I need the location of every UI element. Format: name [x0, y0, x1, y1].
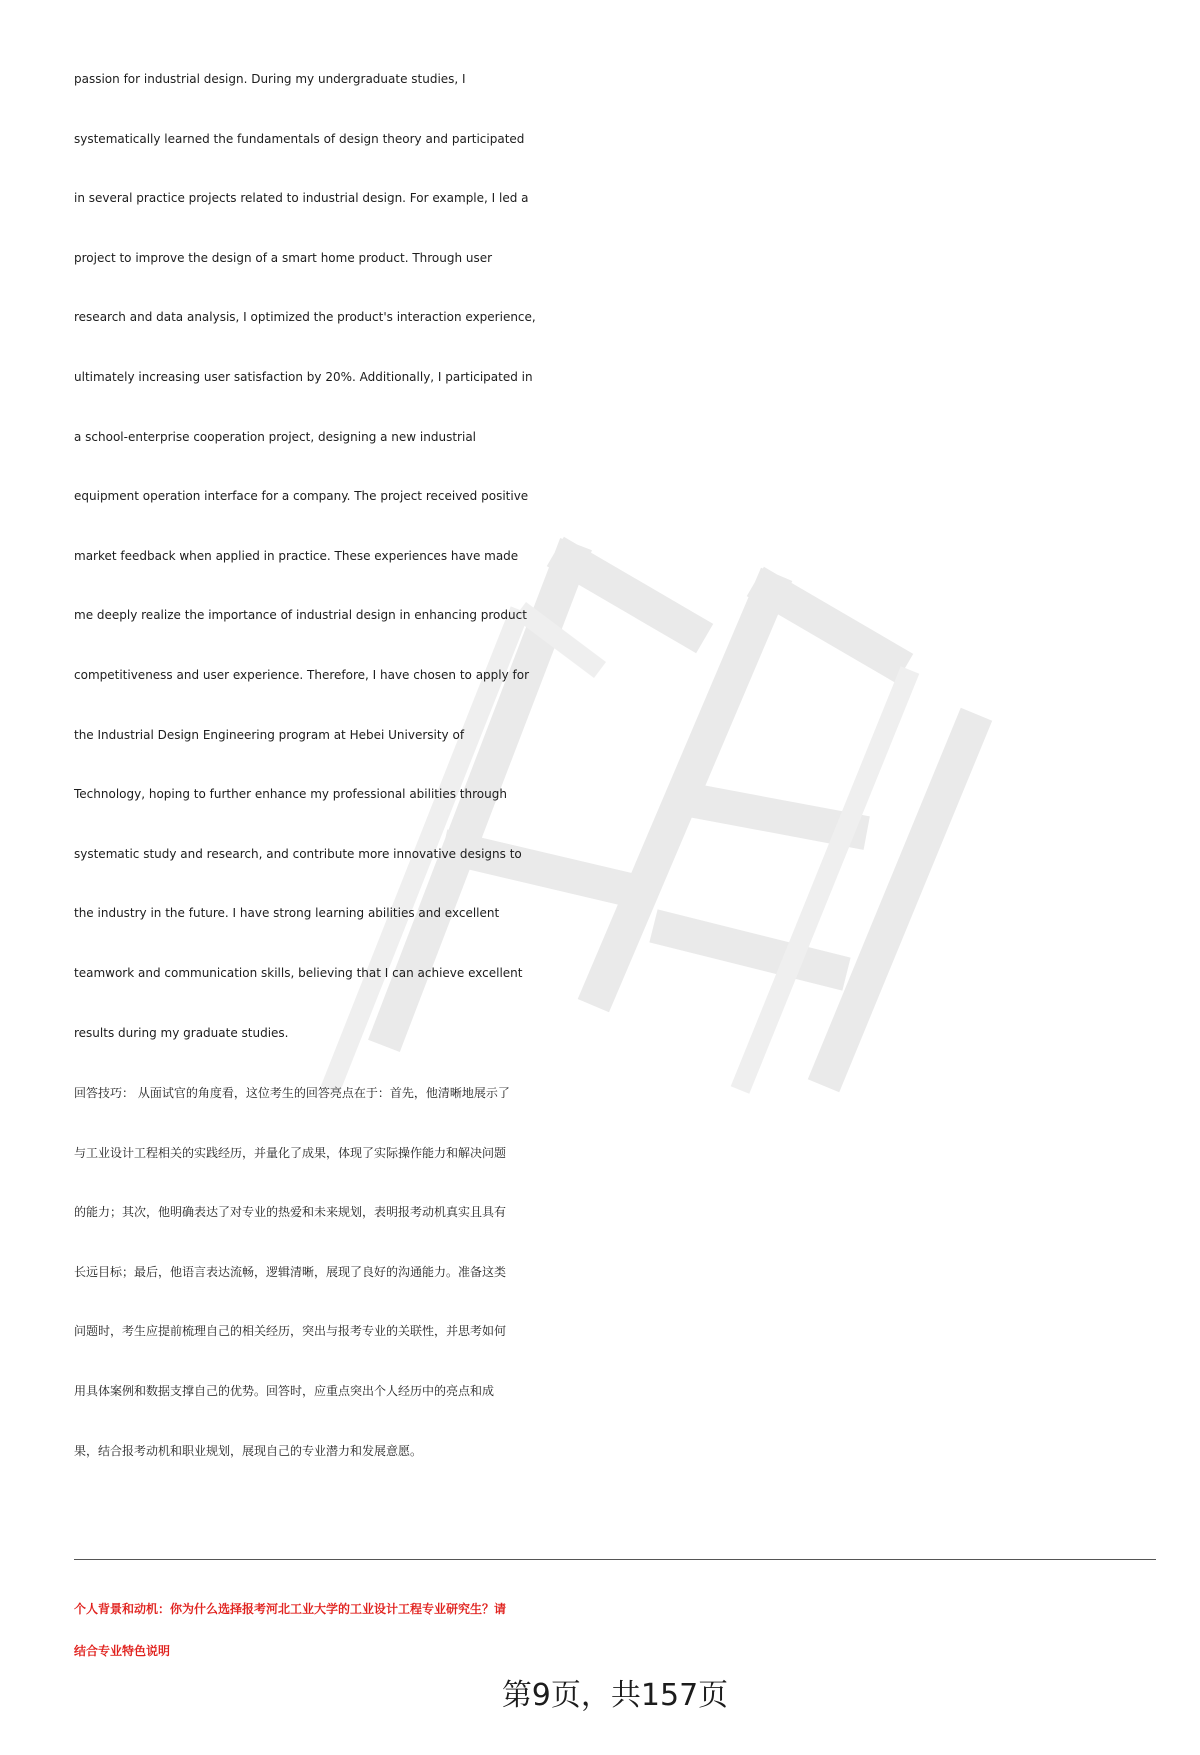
tips-line: 用具体案例和数据支撑自己的优势。回答时，应重点突出个人经历中的亮点和成 — [74, 1383, 495, 1398]
answer-line: passion for industrial design. During my undergraduate studies, I — [74, 72, 466, 86]
answer-line: me deeply realize the importance of industrial design in enhancing product — [74, 608, 527, 623]
answer-line: a school-enterprise cooperation project, designing a new industrial — [74, 429, 476, 444]
answer-line: research and data analysis, I optimized the product's interaction experience, — [74, 310, 536, 325]
answer-line: Technology, hoping to further enhance my professional abilities through — [74, 787, 507, 802]
answer-line: the Industrial Design Engineering program at Hebei University of — [74, 727, 465, 742]
answer-line: results during my graduate studies. — [74, 1025, 289, 1040]
answer-line: ultimately increasing user satisfaction by 20%. Additionally, I participated in — [74, 369, 533, 384]
answer-line: systematically learned the fundamentals of design theory and participated — [74, 131, 525, 146]
answer-line: project to improve the design of a smart home product. Through user — [74, 250, 493, 265]
answer-line: equipment operation interface for a company. The project received positive — [74, 489, 529, 504]
tips-line: 的能力；其次，他明确表达了对专业的热爱和未来规划，表明报考动机真实且具有 — [74, 1205, 507, 1220]
section-divider — [74, 1559, 1156, 1560]
answer-paragraph — [74, 56, 1164, 1069]
answer-line: the industry in the future. I have strong learning abilities and excellent — [74, 906, 500, 921]
tips-line: 果，结合报考动机和职业规划，展现自己的专业潜力和发展意愿。 — [74, 1443, 423, 1458]
page-number: 第9页，共157页 — [501, 1678, 729, 1713]
question-line: 个人背景和动机：你为什么选择报考河北工业大学的工业设计工程专业研究生？请 — [74, 1602, 507, 1616]
answer-line: market feedback when applied in practice. These experiences have made — [74, 548, 519, 563]
tips-line: 与工业设计工程相关的实践经历，并量化了成果，体现了实际操作能力和解决问题 — [74, 1145, 507, 1160]
question-line: 结合专业特色说明 — [74, 1644, 171, 1658]
tips-line: 回答技巧： 从面试官的角度看，这位考生的回答亮点在于：首先，他清晰地展示了 — [74, 1086, 510, 1100]
tips-line: 长远目标；最后，他语言表达流畅，逻辑清晰，展现了良好的沟通能力。准备这类 — [74, 1264, 507, 1279]
answer-line: competitiveness and user experience. Therefore, I have chosen to apply for — [74, 667, 530, 682]
answer-line: teamwork and communication skills, believing that I can achieve excellent — [74, 965, 523, 980]
answer-tips-paragraph — [74, 1070, 1164, 1487]
answer-line: in several practice projects related to industrial design. For example, I led a — [74, 191, 529, 206]
tips-line: 问题时，考生应提前梳理自己的相关经历，突出与报考专业的关联性，并思考如何 — [74, 1324, 507, 1339]
answer-line: systematic study and research, and contribute more innovative designs to — [74, 846, 522, 861]
next-question-heading — [74, 1588, 1164, 1672]
